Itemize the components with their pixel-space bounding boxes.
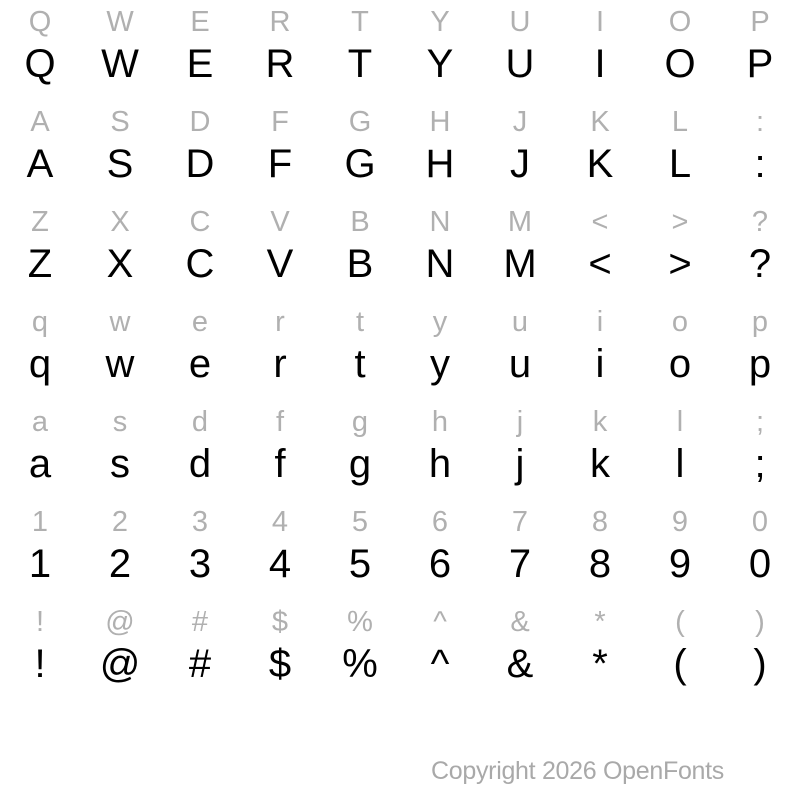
glyph-cell: [480, 200, 560, 300]
glyph-cell: [640, 300, 720, 400]
glyph-cell: [560, 0, 640, 100]
glyph-char: V: [266, 242, 294, 286]
glyph-char: M: [503, 242, 537, 286]
sample-char: q: [31, 306, 49, 338]
glyph-char: G: [344, 142, 376, 186]
glyph-cell: [720, 400, 800, 500]
glyph-cell: [80, 500, 160, 600]
glyph-char: g: [348, 442, 372, 486]
glyph-cell: [0, 500, 80, 600]
glyph-cell: [320, 200, 400, 300]
sample-char: $: [271, 606, 289, 638]
glyph-cell: [80, 300, 160, 400]
glyph-cell: [400, 0, 480, 100]
sample-char: i: [596, 306, 604, 338]
glyph-char: P: [746, 42, 774, 86]
glyph-char: h: [428, 442, 452, 486]
sample-char: O: [668, 6, 692, 38]
sample-char: #: [191, 606, 209, 638]
glyph-char: R: [265, 42, 295, 86]
sample-char: 8: [591, 506, 609, 538]
glyph-char: 4: [268, 542, 292, 586]
glyph-char: D: [185, 142, 215, 186]
sample-char: w: [109, 306, 131, 338]
glyph-char: &: [506, 642, 534, 686]
glyph-cell: [320, 400, 400, 500]
glyph-char: :: [754, 142, 766, 186]
glyph-char: W: [101, 42, 139, 86]
sample-char: 1: [31, 506, 49, 538]
sample-char: R: [269, 6, 291, 38]
sample-char: Q: [28, 6, 52, 38]
glyph-cell: [320, 300, 400, 400]
glyph-cell: [640, 500, 720, 600]
glyph-cell: [400, 300, 480, 400]
glyph-char: U: [505, 42, 535, 86]
sample-char: P: [750, 6, 770, 38]
sample-char: ): [755, 606, 765, 638]
glyph-cell: [320, 0, 400, 100]
sample-char: 6: [431, 506, 449, 538]
sample-char: L: [671, 106, 689, 138]
glyph-char: K: [586, 142, 614, 186]
glyph-char: a: [28, 442, 52, 486]
glyph-char: q: [28, 342, 52, 386]
sample-char: 3: [191, 506, 209, 538]
sample-char: K: [590, 106, 610, 138]
glyph-cell: [480, 300, 560, 400]
glyph-cell: [400, 100, 480, 200]
glyph-char: ): [753, 642, 767, 686]
sample-char: >: [671, 206, 689, 238]
glyph-char: F: [267, 142, 293, 186]
glyph-cell: [320, 100, 400, 200]
glyph-char: Y: [426, 42, 454, 86]
glyph-cell: [80, 100, 160, 200]
glyph-char: >: [668, 242, 692, 286]
glyph-cell: [320, 500, 400, 600]
glyph-row-pair: [0, 400, 800, 500]
glyph-char: 5: [348, 542, 372, 586]
sample-char: h: [431, 406, 449, 438]
glyph-char: w: [105, 342, 135, 386]
glyph-char: 8: [588, 542, 612, 586]
sample-char: 5: [351, 506, 369, 538]
glyph-cell: [400, 200, 480, 300]
glyph-cell: [400, 400, 480, 500]
glyph-cell: [80, 0, 160, 100]
sample-char: f: [275, 406, 285, 438]
glyph-cell: [560, 600, 640, 700]
glyph-char: I: [594, 42, 606, 86]
glyph-cell: [560, 100, 640, 200]
glyph-row-pair: [0, 100, 800, 200]
glyph-char: E: [186, 42, 214, 86]
sample-char: G: [348, 106, 372, 138]
glyph-cell: [240, 100, 320, 200]
glyph-char: d: [188, 442, 212, 486]
sample-char: g: [351, 406, 369, 438]
glyph-cell: [0, 400, 80, 500]
glyph-cell: [240, 0, 320, 100]
glyph-char: r: [273, 342, 287, 386]
sample-char: %: [347, 606, 373, 638]
glyph-row-pair: [0, 600, 800, 700]
glyph-char: %: [342, 642, 378, 686]
glyph-cell: [480, 0, 560, 100]
glyph-cell: [160, 300, 240, 400]
sample-char: j: [516, 406, 524, 438]
glyph-char: T: [347, 42, 373, 86]
glyph-cell: [160, 200, 240, 300]
sample-char: M: [507, 206, 533, 238]
glyph-char: ;: [754, 442, 766, 486]
glyph-char: B: [346, 242, 374, 286]
glyph-cell: [720, 500, 800, 600]
sample-char: ;: [755, 406, 765, 438]
sample-char: U: [509, 6, 531, 38]
glyph-cell: [480, 600, 560, 700]
sample-char: (: [675, 606, 685, 638]
glyph-cell: [160, 500, 240, 600]
glyph-char: Q: [24, 42, 56, 86]
glyph-char: 6: [428, 542, 452, 586]
glyph-cell: [240, 300, 320, 400]
glyph-cell: [640, 600, 720, 700]
glyph-cell: [320, 600, 400, 700]
glyph-row-pair: [0, 300, 800, 400]
sample-char: Y: [430, 6, 450, 38]
sample-char: <: [591, 206, 609, 238]
glyph-char: j: [515, 442, 525, 486]
glyph-char: e: [188, 342, 212, 386]
sample-char: k: [592, 406, 608, 438]
sample-char: B: [350, 206, 370, 238]
sample-char: !: [35, 606, 45, 638]
glyph-cell: [240, 600, 320, 700]
sample-char: 9: [671, 506, 689, 538]
glyph-char: $: [268, 642, 292, 686]
sample-char: d: [191, 406, 209, 438]
sample-char: I: [595, 6, 605, 38]
glyph-char: #: [188, 642, 212, 686]
sample-char: F: [271, 106, 289, 138]
glyph-cell: [0, 0, 80, 100]
glyph-cell: [720, 0, 800, 100]
glyph-char: @: [99, 642, 141, 686]
glyph-cell: [160, 0, 240, 100]
glyph-char: y: [430, 342, 450, 386]
glyph-char: u: [508, 342, 532, 386]
glyph-cell: [240, 200, 320, 300]
glyph-cell: [240, 400, 320, 500]
glyph-cell: [640, 200, 720, 300]
glyph-char: 3: [188, 542, 212, 586]
glyph-cell: [560, 400, 640, 500]
glyph-cell: [0, 600, 80, 700]
sample-char: e: [191, 306, 209, 338]
glyph-char: t: [354, 342, 366, 386]
glyph-char: 0: [748, 542, 772, 586]
sample-char: 2: [111, 506, 129, 538]
glyph-char: O: [664, 42, 696, 86]
glyph-cell: [560, 500, 640, 600]
glyph-char: ^: [430, 642, 450, 686]
sample-char: o: [671, 306, 689, 338]
glyph-cell: [80, 400, 160, 500]
glyph-char: p: [748, 342, 772, 386]
glyph-cell: [400, 500, 480, 600]
glyph-cell: [400, 600, 480, 700]
glyph-char: 2: [108, 542, 132, 586]
glyph-char: N: [425, 242, 455, 286]
sample-char: 7: [511, 506, 529, 538]
glyph-cell: [480, 400, 560, 500]
glyph-char: (: [673, 642, 687, 686]
glyph-cell: [640, 400, 720, 500]
glyph-char: L: [668, 142, 692, 186]
glyph-char: J: [510, 142, 530, 186]
glyph-char: l: [675, 442, 685, 486]
sample-char: :: [755, 106, 765, 138]
sample-char: &: [510, 606, 530, 638]
sample-char: J: [512, 106, 528, 138]
glyph-cell: [0, 200, 80, 300]
glyph-cell: [640, 0, 720, 100]
sample-char: E: [190, 6, 210, 38]
sample-char: Z: [31, 206, 49, 238]
glyph-cell: [480, 500, 560, 600]
glyph-char: 1: [28, 542, 52, 586]
glyph-cell: [80, 200, 160, 300]
copyright-text: Copyright 2026 OpenFonts: [431, 757, 724, 785]
glyph-cell: [720, 300, 800, 400]
glyph-row-pair: [0, 200, 800, 300]
sample-char: ^: [433, 606, 447, 638]
sample-char: u: [511, 306, 529, 338]
glyph-char: A: [26, 142, 54, 186]
sample-char: N: [429, 206, 451, 238]
glyph-char: s: [110, 442, 130, 486]
sample-char: a: [31, 406, 49, 438]
sample-char: 0: [751, 506, 769, 538]
glyph-char: !: [34, 642, 46, 686]
sample-char: t: [355, 306, 365, 338]
glyph-char: ?: [748, 242, 772, 286]
glyph-char: i: [595, 342, 605, 386]
sample-char: V: [270, 206, 290, 238]
glyph-char: H: [425, 142, 455, 186]
sample-char: 4: [271, 506, 289, 538]
glyph-row-pair: [0, 500, 800, 600]
glyph-cell: [480, 100, 560, 200]
glyph-cell: [160, 600, 240, 700]
glyph-cell: [80, 600, 160, 700]
sample-char: W: [106, 6, 134, 38]
glyph-char: 7: [508, 542, 532, 586]
sample-char: H: [429, 106, 451, 138]
sample-char: T: [351, 6, 369, 38]
glyph-char: C: [185, 242, 215, 286]
glyph-cell: [240, 500, 320, 600]
sample-char: @: [105, 606, 135, 638]
glyph-char: X: [106, 242, 134, 286]
sample-char: S: [110, 106, 130, 138]
sample-char: X: [110, 206, 130, 238]
glyph-char: o: [668, 342, 692, 386]
glyph-char: <: [588, 242, 612, 286]
glyph-char: S: [106, 142, 134, 186]
sample-char: r: [275, 306, 285, 338]
glyph-cell: [720, 600, 800, 700]
sample-char: y: [432, 306, 448, 338]
glyph-row-pair: [0, 0, 800, 100]
glyph-cell: [0, 300, 80, 400]
sample-char: C: [189, 206, 211, 238]
glyph-cell: [640, 100, 720, 200]
sample-char: l: [676, 406, 684, 438]
glyph-cell: [560, 200, 640, 300]
glyph-char: 9: [668, 542, 692, 586]
sample-char: *: [594, 606, 606, 638]
glyph-cell: [160, 400, 240, 500]
sample-char: p: [751, 306, 769, 338]
glyph-cell: [160, 100, 240, 200]
glyph-cell: [720, 200, 800, 300]
sample-char: ?: [751, 206, 769, 238]
sample-char: A: [30, 106, 50, 138]
glyph-cell: [0, 100, 80, 200]
glyph-char: *: [592, 642, 608, 686]
sample-char: s: [112, 406, 128, 438]
glyph-cell: [720, 100, 800, 200]
glyph-char: Z: [27, 242, 53, 286]
glyph-char: f: [274, 442, 286, 486]
sample-char: D: [189, 106, 211, 138]
glyph-char: k: [590, 442, 610, 486]
glyph-cell: [560, 300, 640, 400]
